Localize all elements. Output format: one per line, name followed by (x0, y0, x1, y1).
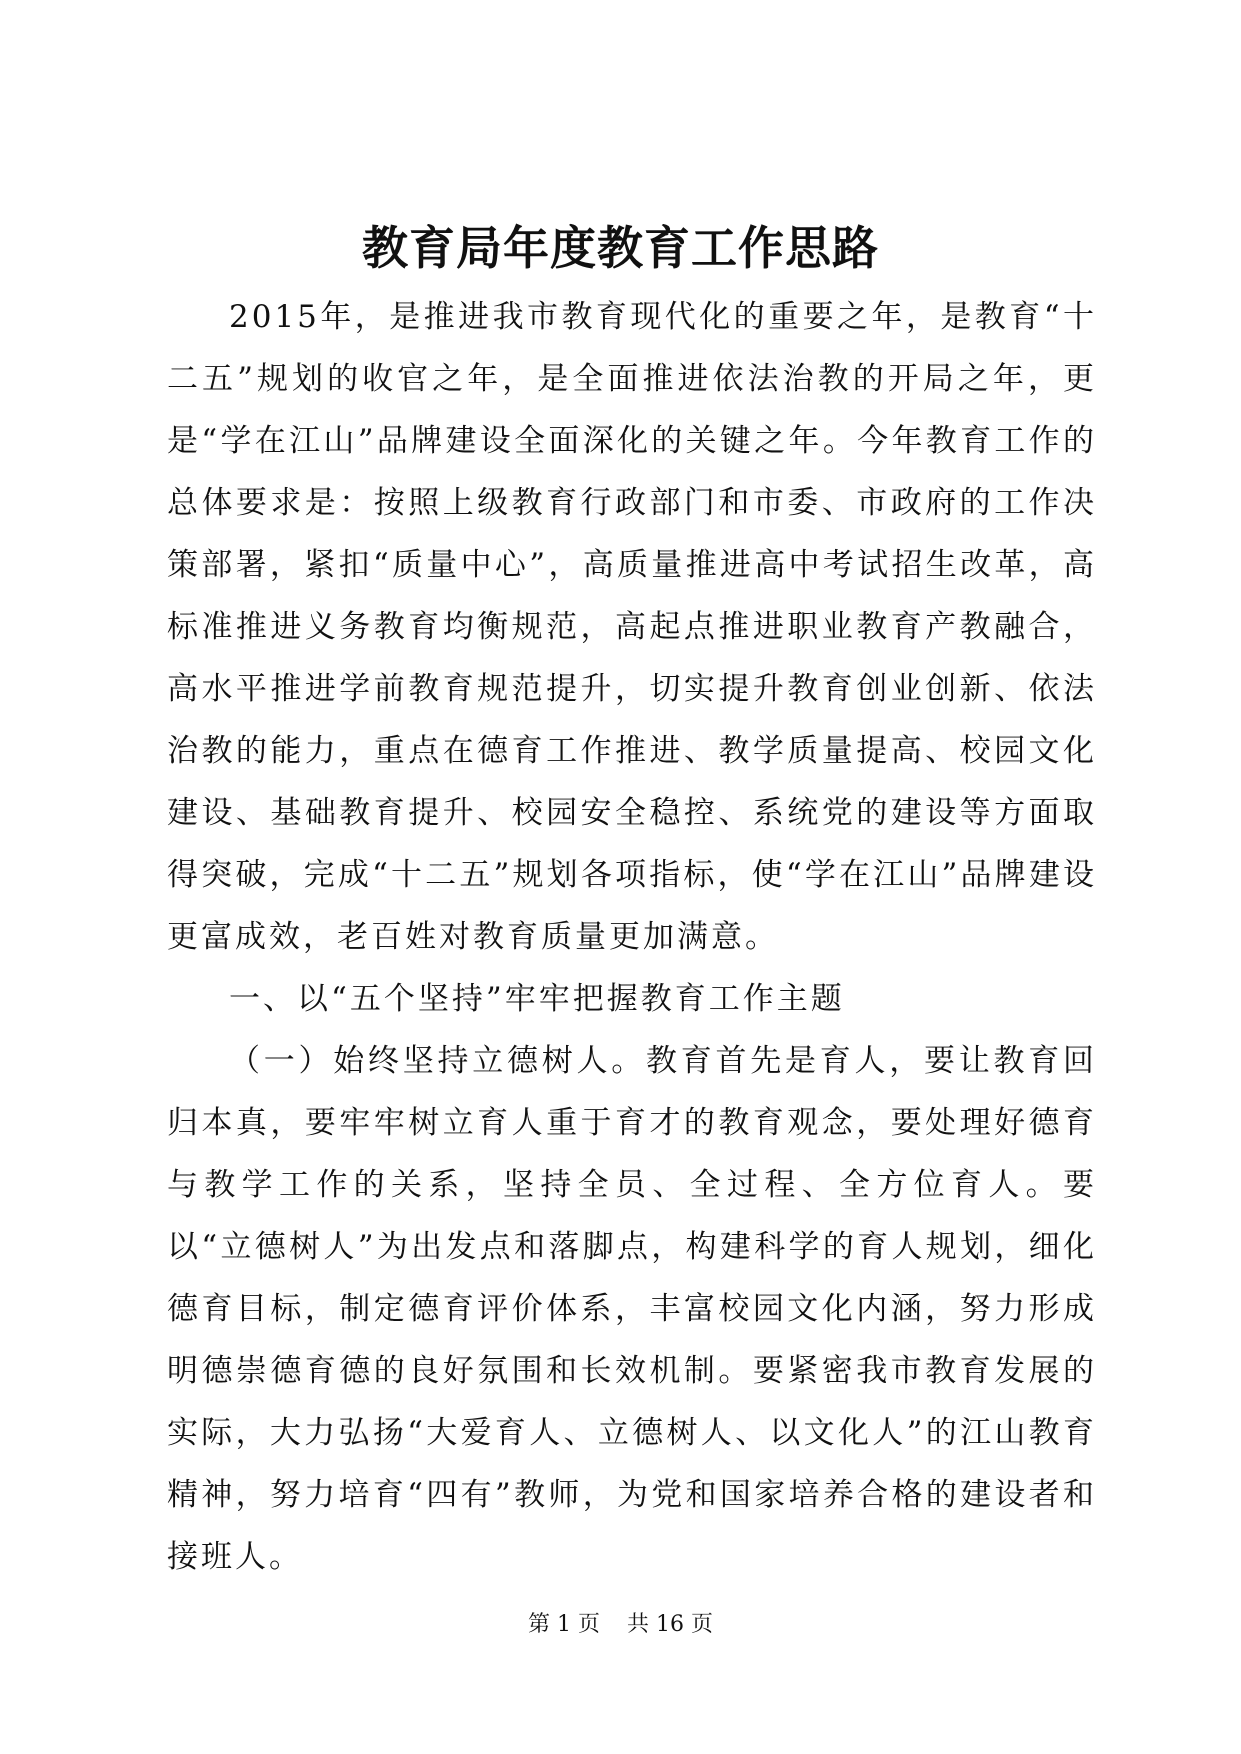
subsection-paragraph: （一）始终坚持立德树人。教育首先是育人，要让教育回归本真，要牢牢树立育人重于育才的教育观念，要处理好德育与教学工作的关系，坚持全员、全过程、全方位育人。要以“立德树人”为出发点和落脚点，构建科学的育人规划，细化德育目标，制定德育评价体系，丰富校园文化内涵，努力形成明德崇德育德的良好氛围和长效机制。要紧密我市教育发展的实际，大力弘扬“大爱育人、立德树人、以文化人”的江山教育精神，努力培育“四有”教师，为党和国家培养合格的建设者和接班人。 (167, 1043, 1097, 1575)
total-pages: 共 16 页 (627, 1612, 713, 1637)
page-number: 第 1 页 (528, 1612, 600, 1637)
document-title: 教育局年度教育工作思路 (362, 221, 879, 275)
document-body (167, 286, 1097, 1588)
section-heading: 一、以“五个坚持”牢牢把握教育工作主题 (229, 981, 845, 1017)
intro-paragraph: 2015年，是推进我市教育现代化的重要之年，是教育“十二五”规划的收官之年，是全面推进依法治教的开局之年，更是“学在江山”品牌建设全面深化的关键之年。今年教育工作的总体要求是：按照上级教育行政部门和市委、市政府的工作决策部署，紧扣“质量中心”，高质量推进高中考试招生改革，高标准推进义务教育均衡规范，高起点推进职业教育产教融合，高水平推进学前教育规范提升，切实提升教育创业创新、依法治教的能力，重点在德育工作推进、教学质量提高、校园文化建设、基础教育提升、校园安全稳控、系统党的建设等方面取得突破，完成“十二五”规划各项指标，使“学在江山”品牌建设更富成效，老百姓对教育质量更加满意。 (167, 299, 1097, 955)
page-footer (0, 1610, 1241, 1640)
